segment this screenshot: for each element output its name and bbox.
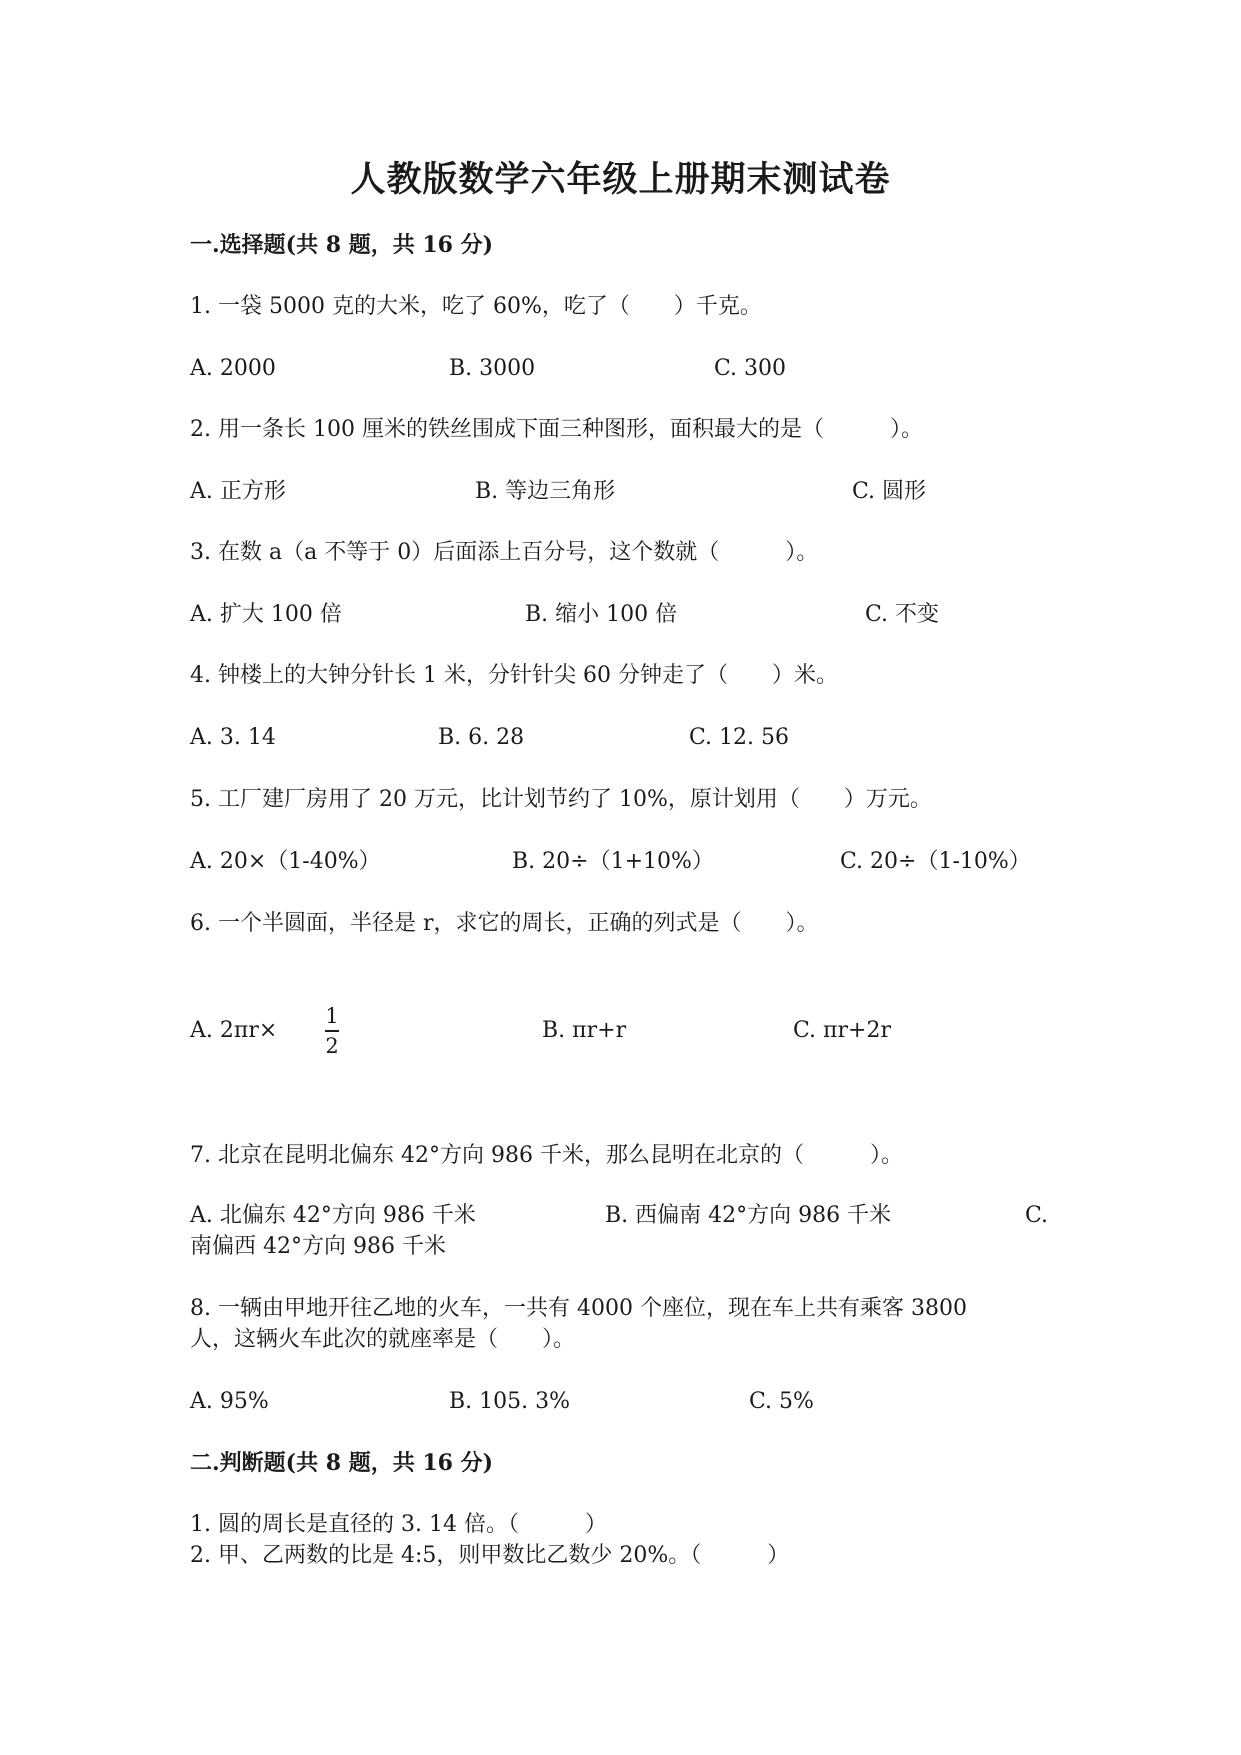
q4-option-b: B. 6. 28 bbox=[438, 725, 525, 750]
q3-option-b: B. 缩小 100 倍 bbox=[525, 602, 678, 627]
q5-option-c: C. 20÷（1-10%） bbox=[840, 849, 1031, 874]
q8-option-b: B. 105. 3% bbox=[449, 1389, 571, 1414]
q1-option-c: C. 300 bbox=[714, 356, 787, 381]
fraction-bar bbox=[325, 1030, 339, 1032]
question-1: 1. 一袋 5000 克的大米，吃了 60%，吃了（ ）千克。 bbox=[190, 294, 762, 319]
page-title: 人教版数学六年级上册期末测试卷 bbox=[350, 159, 891, 200]
fraction-denominator: 2 bbox=[325, 1033, 339, 1058]
q3-option-c: C. 不变 bbox=[865, 602, 940, 627]
question-3: 3. 在数 a（a 不等于 0）后面添上百分号，这个数就（ ）。 bbox=[190, 540, 819, 565]
q7-option-c: C. bbox=[1025, 1203, 1049, 1228]
question-6: 6. 一个半圆面，半径是 r，求它的周长，正确的列式是（ ）。 bbox=[190, 911, 819, 936]
q1-option-a: A. 2000 bbox=[190, 356, 276, 381]
question-8: 8. 一辆由甲地开往乙地的火车，一共有 4000 个座位，现在车上共有乘客 3800 bbox=[190, 1296, 967, 1321]
q5-option-a: A. 20×（1-40%） bbox=[190, 849, 381, 874]
q2-option-b: B. 等边三角形 bbox=[475, 479, 616, 504]
judgement-question-2: 2. 甲、乙两数的比是 4:5，则甲数比乙数少 20%。（ ） bbox=[190, 1543, 790, 1568]
section-heading-choice: 一.选择题(共 8 题，共 16 分) bbox=[190, 232, 494, 258]
judgement-question-1: 1. 圆的周长是直径的 3. 14 倍。（ ） bbox=[190, 1512, 607, 1537]
q4-option-c: C. 12. 56 bbox=[689, 725, 790, 750]
section-heading-judgement: 二.判断题(共 8 题，共 16 分) bbox=[190, 1450, 494, 1476]
q7-option-c-continuation: 南偏西 42°方向 986 千米 bbox=[190, 1234, 446, 1259]
question-8-continuation: 人，这辆火车此次的就座率是（ ）。 bbox=[190, 1327, 576, 1352]
fraction-numerator: 1 bbox=[325, 1004, 339, 1028]
q6-option-a: A. 2πr× bbox=[190, 1018, 278, 1043]
q1-option-b: B. 3000 bbox=[449, 356, 536, 381]
q7-option-a: A. 北偏东 42°方向 986 千米 bbox=[190, 1203, 476, 1228]
q6-option-c: C. πr+2r bbox=[793, 1018, 891, 1043]
q7-option-b: B. 西偏南 42°方向 986 千米 bbox=[605, 1203, 892, 1228]
q3-option-a: A. 扩大 100 倍 bbox=[190, 602, 342, 627]
q5-option-b: B. 20÷（1+10%） bbox=[512, 849, 714, 874]
question-2: 2. 用一条长 100 厘米的铁丝围成下面三种图形，面积最大的是（ ）。 bbox=[190, 417, 923, 442]
question-7: 7. 北京在昆明北偏东 42°方向 986 千米，那么昆明在北京的（ ）。 bbox=[190, 1143, 903, 1168]
q6-fraction-one-half bbox=[325, 1005, 339, 1057]
q8-option-a: A. 95% bbox=[190, 1389, 269, 1414]
q2-option-c: C. 圆形 bbox=[852, 479, 927, 504]
q6-option-b: B. πr+r bbox=[542, 1018, 627, 1043]
question-5: 5. 工厂建厂房用了 20 万元，比计划节约了 10%，原计划用（ ）万元。 bbox=[190, 787, 932, 812]
q8-option-c: C. 5% bbox=[749, 1389, 814, 1414]
question-4: 4. 钟楼上的大钟分针长 1 米，分针针尖 60 分钟走了（ ）米。 bbox=[190, 663, 838, 688]
q2-option-a: A. 正方形 bbox=[190, 479, 286, 504]
q4-option-a: A. 3. 14 bbox=[190, 725, 276, 750]
